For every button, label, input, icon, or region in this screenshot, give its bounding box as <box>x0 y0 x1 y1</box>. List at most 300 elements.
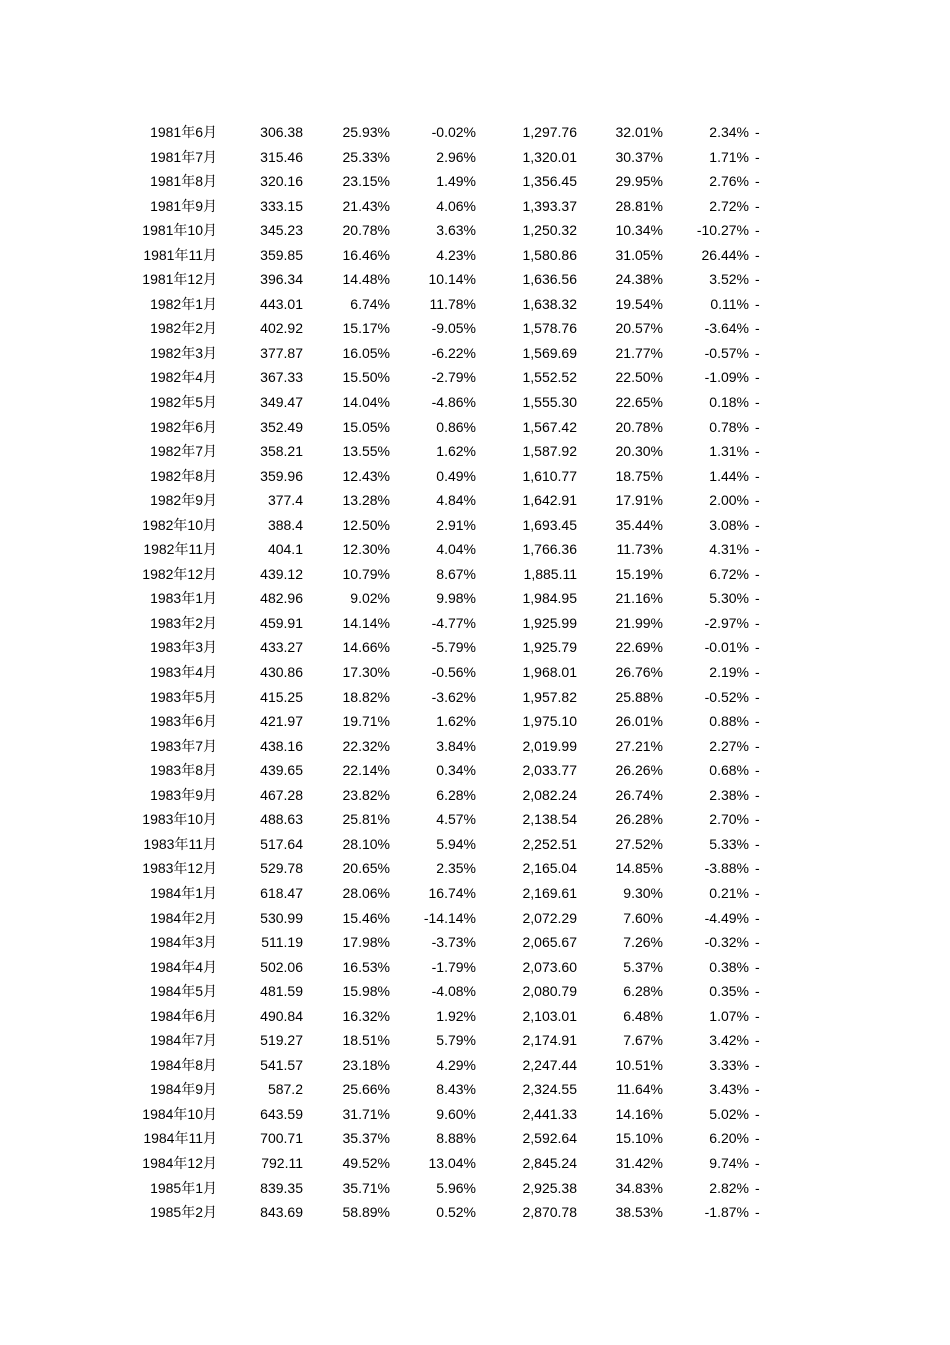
mom-a-cell: 11.78% <box>429 295 476 312</box>
yoy-b-cell: 24.38% <box>615 271 663 288</box>
mom-b-cell: 1.71% <box>709 148 749 165</box>
yoy-b-cell: 30.37% <box>615 148 663 165</box>
dash-cell: - <box>755 271 760 288</box>
yoy-b-cell: 26.28% <box>615 811 663 828</box>
month-cell: 1984年8月 <box>150 1056 217 1073</box>
month-cell: 1985年1月 <box>150 1179 217 1196</box>
yoy-a-cell: 18.51% <box>342 1032 390 1049</box>
value-a-cell: 490.84 <box>260 1007 303 1024</box>
value-b-cell: 2,082.24 <box>522 786 577 803</box>
table-row <box>0 488 950 513</box>
mom-b-cell: 5.30% <box>709 590 749 607</box>
yoy-a-cell: 14.04% <box>342 394 390 411</box>
month-cell: 1981年7月 <box>150 148 217 165</box>
mom-b-cell: 2.34% <box>709 124 749 140</box>
mom-b-cell: 3.33% <box>709 1056 749 1073</box>
value-a-cell: 358.21 <box>260 443 303 460</box>
dash-cell: - <box>755 222 760 239</box>
mom-b-cell: -0.52% <box>704 688 749 705</box>
value-a-cell: 415.25 <box>260 688 303 705</box>
value-a-cell: 333.15 <box>260 197 303 214</box>
table-row <box>0 1028 950 1053</box>
dash-cell: - <box>755 565 760 582</box>
table-body <box>0 120 950 1225</box>
yoy-b-cell: 10.51% <box>615 1056 663 1073</box>
value-a-cell: 843.69 <box>260 1204 303 1221</box>
yoy-b-cell: 29.95% <box>615 173 663 190</box>
dash-cell: - <box>755 541 760 558</box>
yoy-b-cell: 32.01% <box>615 124 663 140</box>
table-row <box>0 930 950 955</box>
table-row <box>0 464 950 489</box>
value-a-cell: 421.97 <box>260 713 303 730</box>
month-cell: 1982年11月 <box>143 541 217 558</box>
yoy-a-cell: 16.05% <box>342 344 390 361</box>
value-a-cell: 438.16 <box>260 737 303 754</box>
yoy-a-cell: 12.30% <box>342 541 390 558</box>
mom-b-cell: -1.09% <box>704 369 749 386</box>
dash-cell: - <box>755 590 760 607</box>
mom-a-cell: 9.98% <box>436 590 476 607</box>
mom-a-cell: 5.96% <box>436 1179 476 1196</box>
mom-b-cell: 2.82% <box>709 1179 749 1196</box>
dash-cell: - <box>755 1056 760 1073</box>
value-b-cell: 1,356.45 <box>522 173 577 190</box>
yoy-a-cell: 14.14% <box>342 614 390 631</box>
dash-cell: - <box>755 664 760 681</box>
mom-b-cell: 5.33% <box>709 835 749 852</box>
month-cell: 1983年6月 <box>150 713 217 730</box>
value-b-cell: 2,845.24 <box>522 1154 577 1171</box>
yoy-b-cell: 11.73% <box>616 541 663 558</box>
mom-b-cell: 3.43% <box>709 1081 749 1098</box>
mom-a-cell: 3.63% <box>436 222 476 239</box>
mom-a-cell: 4.84% <box>436 492 476 509</box>
table-row <box>0 390 950 415</box>
mom-b-cell: 5.02% <box>709 1105 749 1122</box>
yoy-a-cell: 15.05% <box>342 418 390 435</box>
dash-cell: - <box>755 909 760 926</box>
yoy-b-cell: 5.37% <box>623 958 663 975</box>
yoy-b-cell: 35.44% <box>615 516 663 533</box>
month-cell: 1982年3月 <box>150 344 217 361</box>
value-b-cell: 2,019.99 <box>522 737 577 754</box>
table-row <box>0 586 950 611</box>
table-row <box>0 341 950 366</box>
value-b-cell: 1,642.91 <box>522 492 577 509</box>
mom-b-cell: 0.38% <box>709 958 749 975</box>
mom-a-cell: 5.94% <box>436 835 476 852</box>
table-row <box>0 267 950 292</box>
value-b-cell: 1,578.76 <box>522 320 577 337</box>
value-b-cell: 2,324.55 <box>522 1081 577 1098</box>
mom-a-cell: 5.79% <box>436 1032 476 1049</box>
table-row <box>0 537 950 562</box>
dash-cell: - <box>755 1179 760 1196</box>
mom-a-cell: 8.43% <box>436 1081 476 1098</box>
month-cell: 1982年4月 <box>150 369 217 386</box>
table-row <box>0 1200 950 1225</box>
mom-b-cell: 4.31% <box>709 541 749 558</box>
value-b-cell: 1,320.01 <box>522 148 577 165</box>
table-row <box>0 194 950 219</box>
month-cell: 1982年2月 <box>150 320 217 337</box>
yoy-a-cell: 17.98% <box>342 934 390 951</box>
value-b-cell: 2,073.60 <box>522 958 577 975</box>
table-row <box>0 415 950 440</box>
yoy-a-cell: 13.28% <box>342 492 390 509</box>
yoy-a-cell: 17.30% <box>342 664 390 681</box>
value-a-cell: 404.1 <box>267 541 303 558</box>
month-cell: 1983年8月 <box>150 762 217 779</box>
dash-cell: - <box>755 811 760 828</box>
value-b-cell: 1,250.32 <box>522 222 577 239</box>
value-b-cell: 1,610.77 <box>522 467 577 484</box>
dash-cell: - <box>755 197 760 214</box>
value-a-cell: 352.49 <box>260 418 303 435</box>
month-cell: 1984年12月 <box>142 1154 217 1171</box>
value-a-cell: 359.85 <box>260 246 303 263</box>
table-row <box>0 292 950 317</box>
yoy-b-cell: 6.48% <box>623 1007 663 1024</box>
mom-b-cell: 2.38% <box>709 786 749 803</box>
month-cell: 1983年1月 <box>150 590 217 607</box>
value-b-cell: 2,441.33 <box>522 1105 577 1122</box>
value-a-cell: 377.87 <box>260 344 303 361</box>
yoy-b-cell: 21.16% <box>615 590 663 607</box>
value-b-cell: 1,925.79 <box>522 639 577 656</box>
value-b-cell: 2,033.77 <box>522 762 577 779</box>
value-b-cell: 1,636.56 <box>522 271 577 288</box>
yoy-a-cell: 10.79% <box>342 565 390 582</box>
yoy-b-cell: 22.69% <box>615 639 663 656</box>
mom-b-cell: 3.42% <box>709 1032 749 1049</box>
mom-b-cell: -0.57% <box>704 344 749 361</box>
value-a-cell: 433.27 <box>260 639 303 656</box>
yoy-b-cell: 21.99% <box>615 614 663 631</box>
yoy-a-cell: 16.53% <box>342 958 390 975</box>
yoy-a-cell: 12.50% <box>342 516 390 533</box>
yoy-b-cell: 17.91% <box>615 492 663 509</box>
yoy-b-cell: 18.75% <box>615 467 663 484</box>
table-row <box>0 906 950 931</box>
value-b-cell: 1,885.11 <box>523 565 577 582</box>
table-row <box>0 635 950 660</box>
month-cell: 1983年9月 <box>150 786 217 803</box>
table-row <box>0 832 950 857</box>
dash-cell: - <box>755 492 760 509</box>
dash-cell: - <box>755 124 760 140</box>
dash-cell: - <box>755 614 760 631</box>
table-row <box>0 758 950 783</box>
mom-b-cell: 0.35% <box>709 983 749 1000</box>
table-row <box>0 709 950 734</box>
mom-a-cell: -0.02% <box>431 124 476 140</box>
value-b-cell: 1,766.36 <box>522 541 577 558</box>
mom-b-cell: -3.88% <box>704 860 749 877</box>
mom-b-cell: 0.78% <box>709 418 749 435</box>
table-row <box>0 1126 950 1151</box>
value-a-cell: 349.47 <box>260 394 303 411</box>
mom-a-cell: 2.96% <box>436 148 476 165</box>
mom-a-cell: 4.23% <box>436 246 476 263</box>
value-b-cell: 2,165.04 <box>522 860 577 877</box>
mom-a-cell: 0.34% <box>436 762 476 779</box>
table-row <box>0 243 950 268</box>
table-row <box>0 365 950 390</box>
month-cell: 1982年8月 <box>150 467 217 484</box>
month-cell: 1984年10月 <box>142 1105 217 1122</box>
month-cell: 1984年11月 <box>143 1130 217 1147</box>
mom-a-cell: 4.06% <box>436 197 476 214</box>
mom-a-cell: 1.62% <box>436 443 476 460</box>
month-cell: 1982年10月 <box>142 516 217 533</box>
value-a-cell: 643.59 <box>260 1105 303 1122</box>
month-cell: 1984年7月 <box>150 1032 217 1049</box>
value-b-cell: 1,968.01 <box>522 664 577 681</box>
mom-a-cell: 13.04% <box>428 1154 476 1171</box>
mom-a-cell: -9.05% <box>431 320 476 337</box>
yoy-a-cell: 20.78% <box>342 222 390 239</box>
yoy-a-cell: 13.55% <box>342 443 390 460</box>
table-row <box>0 611 950 636</box>
yoy-a-cell: 49.52% <box>342 1154 390 1171</box>
table-row <box>0 439 950 464</box>
table-row <box>0 660 950 685</box>
yoy-a-cell: 15.98% <box>342 983 390 1000</box>
value-b-cell: 2,247.44 <box>522 1056 577 1073</box>
value-b-cell: 2,169.61 <box>522 884 577 901</box>
yoy-a-cell: 22.32% <box>342 737 390 754</box>
table-row <box>0 1102 950 1127</box>
mom-a-cell: -0.56% <box>431 664 476 681</box>
yoy-a-cell: 19.71% <box>342 713 390 730</box>
month-cell: 1984年4月 <box>150 958 217 975</box>
value-b-cell: 2,925.38 <box>522 1179 577 1196</box>
value-b-cell: 1,552.52 <box>522 369 577 386</box>
mom-a-cell: 16.74% <box>428 884 476 901</box>
mom-a-cell: 0.52% <box>436 1204 476 1221</box>
mom-a-cell: -3.62% <box>431 688 476 705</box>
value-a-cell: 517.64 <box>260 835 303 852</box>
value-b-cell: 2,174.91 <box>522 1032 577 1049</box>
mom-b-cell: 2.72% <box>709 197 749 214</box>
yoy-b-cell: 28.81% <box>615 197 663 214</box>
yoy-b-cell: 10.34% <box>615 222 663 239</box>
yoy-b-cell: 31.05% <box>615 246 663 263</box>
table-row <box>0 856 950 881</box>
value-b-cell: 2,592.64 <box>522 1130 577 1147</box>
yoy-a-cell: 25.93% <box>342 124 390 140</box>
value-b-cell: 1,555.30 <box>522 394 577 411</box>
mom-a-cell: 9.60% <box>436 1105 476 1122</box>
month-cell: 1982年6月 <box>150 418 217 435</box>
table-row <box>0 1151 950 1176</box>
yoy-a-cell: 9.02% <box>350 590 390 607</box>
mom-b-cell: 2.27% <box>709 737 749 754</box>
table-row <box>0 1077 950 1102</box>
yoy-a-cell: 6.74% <box>350 295 390 312</box>
value-a-cell: 345.23 <box>260 222 303 239</box>
dash-cell: - <box>755 1130 760 1147</box>
mom-a-cell: 4.04% <box>436 541 476 558</box>
value-a-cell: 402.92 <box>260 320 303 337</box>
dash-cell: - <box>755 983 760 1000</box>
value-a-cell: 439.65 <box>260 762 303 779</box>
yoy-a-cell: 14.66% <box>342 639 390 656</box>
table-row <box>0 316 950 341</box>
mom-b-cell: 3.08% <box>709 516 749 533</box>
yoy-a-cell: 15.46% <box>342 909 390 926</box>
month-cell: 1981年8月 <box>150 173 217 190</box>
dash-cell: - <box>755 835 760 852</box>
mom-a-cell: 6.28% <box>436 786 476 803</box>
yoy-b-cell: 19.54% <box>615 295 663 312</box>
month-cell: 1984年3月 <box>150 934 217 951</box>
dash-cell: - <box>755 443 760 460</box>
table-row <box>0 169 950 194</box>
dash-cell: - <box>755 516 760 533</box>
yoy-a-cell: 15.50% <box>342 369 390 386</box>
dash-cell: - <box>755 295 760 312</box>
yoy-b-cell: 21.77% <box>615 344 663 361</box>
month-cell: 1985年2月 <box>150 1204 217 1221</box>
dash-cell: - <box>755 1081 760 1098</box>
dash-cell: - <box>755 344 760 361</box>
table-row <box>0 145 950 170</box>
yoy-a-cell: 16.32% <box>342 1007 390 1024</box>
mom-b-cell: -0.32% <box>704 934 749 951</box>
yoy-b-cell: 34.83% <box>615 1179 663 1196</box>
table-row <box>0 955 950 980</box>
yoy-a-cell: 21.43% <box>342 197 390 214</box>
month-cell: 1981年11月 <box>143 246 217 263</box>
yoy-b-cell: 20.30% <box>615 443 663 460</box>
table-row <box>0 218 950 243</box>
mom-a-cell: 4.29% <box>436 1056 476 1073</box>
mom-a-cell: 1.49% <box>436 173 476 190</box>
mom-b-cell: 0.11% <box>710 295 749 312</box>
month-cell: 1983年2月 <box>150 614 217 631</box>
mom-b-cell: 0.68% <box>709 762 749 779</box>
month-cell: 1983年3月 <box>150 639 217 656</box>
yoy-b-cell: 27.52% <box>615 835 663 852</box>
mom-a-cell: 2.35% <box>436 860 476 877</box>
value-a-cell: 320.16 <box>260 173 303 190</box>
mom-a-cell: 0.86% <box>436 418 476 435</box>
dash-cell: - <box>755 148 760 165</box>
mom-b-cell: 2.00% <box>709 492 749 509</box>
dash-cell: - <box>755 934 760 951</box>
dash-cell: - <box>755 467 760 484</box>
mom-b-cell: -10.27% <box>696 222 749 239</box>
mom-b-cell: -1.87% <box>704 1204 749 1221</box>
month-cell: 1983年12月 <box>142 860 217 877</box>
yoy-b-cell: 20.57% <box>615 320 663 337</box>
yoy-b-cell: 9.30% <box>623 884 663 901</box>
mom-a-cell: -4.86% <box>431 394 476 411</box>
yoy-a-cell: 23.15% <box>342 173 390 190</box>
value-b-cell: 2,072.29 <box>522 909 577 926</box>
dash-cell: - <box>755 1154 760 1171</box>
mom-a-cell: -6.22% <box>431 344 476 361</box>
value-b-cell: 2,252.51 <box>522 835 577 852</box>
yoy-b-cell: 31.42% <box>615 1154 663 1171</box>
value-a-cell: 481.59 <box>260 983 303 1000</box>
mom-a-cell: 8.67% <box>436 565 476 582</box>
yoy-a-cell: 16.46% <box>342 246 390 263</box>
yoy-a-cell: 25.66% <box>342 1081 390 1098</box>
dash-cell: - <box>755 713 760 730</box>
value-a-cell: 482.96 <box>260 590 303 607</box>
value-a-cell: 839.35 <box>260 1179 303 1196</box>
value-b-cell: 1,569.69 <box>522 344 577 361</box>
dash-cell: - <box>755 369 760 386</box>
value-a-cell: 377.4 <box>267 492 303 509</box>
dash-cell: - <box>755 394 760 411</box>
yoy-a-cell: 25.33% <box>342 148 390 165</box>
yoy-a-cell: 28.10% <box>342 835 390 852</box>
table-row <box>0 734 950 759</box>
value-a-cell: 306.38 <box>260 124 303 140</box>
value-a-cell: 315.46 <box>260 148 303 165</box>
month-cell: 1981年6月 <box>150 124 217 140</box>
yoy-a-cell: 28.06% <box>342 884 390 901</box>
mom-a-cell: -4.08% <box>431 983 476 1000</box>
value-b-cell: 1,638.32 <box>522 295 577 312</box>
month-cell: 1981年9月 <box>150 197 217 214</box>
mom-a-cell: 1.62% <box>436 713 476 730</box>
month-cell: 1982年7月 <box>150 443 217 460</box>
yoy-b-cell: 20.78% <box>615 418 663 435</box>
mom-b-cell: -3.64% <box>704 320 749 337</box>
mom-b-cell: 26.44% <box>701 246 749 263</box>
yoy-a-cell: 22.14% <box>342 762 390 779</box>
value-b-cell: 1,567.42 <box>522 418 577 435</box>
value-a-cell: 700.71 <box>260 1130 303 1147</box>
yoy-b-cell: 26.74% <box>615 786 663 803</box>
yoy-b-cell: 22.65% <box>615 394 663 411</box>
dash-cell: - <box>755 1204 760 1221</box>
month-cell: 1982年5月 <box>150 394 217 411</box>
yoy-b-cell: 14.16% <box>615 1105 663 1122</box>
table-row <box>0 120 950 145</box>
value-b-cell: 1,693.45 <box>522 516 577 533</box>
value-b-cell: 1,984.95 <box>522 590 577 607</box>
dash-cell: - <box>755 639 760 656</box>
dash-cell: - <box>755 762 760 779</box>
data-table <box>0 120 950 1225</box>
value-a-cell: 396.34 <box>260 271 303 288</box>
value-a-cell: 529.78 <box>260 860 303 877</box>
value-a-cell: 443.01 <box>260 295 303 312</box>
value-a-cell: 467.28 <box>260 786 303 803</box>
month-cell: 1984年5月 <box>150 983 217 1000</box>
value-a-cell: 792.11 <box>261 1154 303 1171</box>
dash-cell: - <box>755 737 760 754</box>
yoy-a-cell: 14.48% <box>342 271 390 288</box>
yoy-b-cell: 27.21% <box>615 737 663 754</box>
mom-a-cell: -14.14% <box>423 909 476 926</box>
table-row <box>0 685 950 710</box>
yoy-b-cell: 11.64% <box>616 1081 663 1098</box>
yoy-a-cell: 23.82% <box>342 786 390 803</box>
mom-b-cell: 2.70% <box>709 811 749 828</box>
table-row <box>0 1004 950 1029</box>
yoy-b-cell: 15.19% <box>615 565 663 582</box>
month-cell: 1983年10月 <box>142 811 217 828</box>
mom-b-cell: 6.20% <box>709 1130 749 1147</box>
